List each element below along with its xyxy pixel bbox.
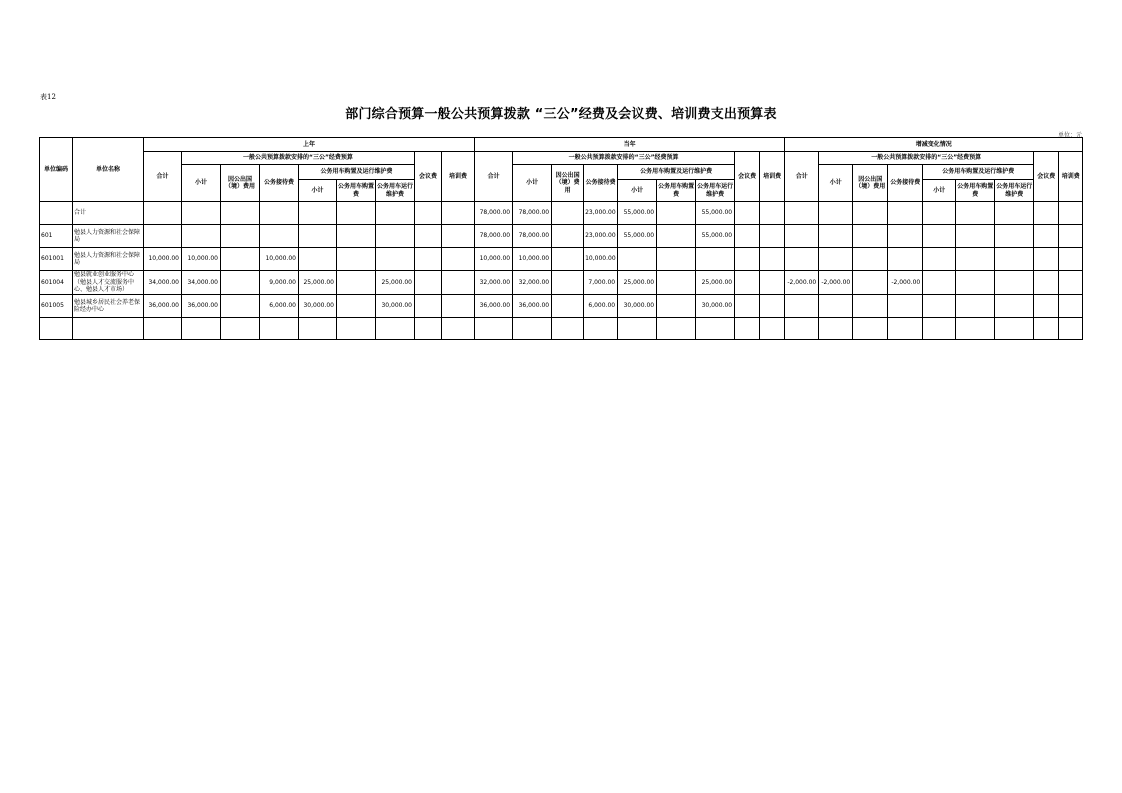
cell-unit-code: 601001 [40,248,73,271]
header-veh-purchase: 公务用车购置费 [657,180,696,202]
cell-amount [819,225,853,248]
header-abroad: 因公出国（境）费用 [221,165,260,202]
table-body [40,202,1083,340]
cell-amount [785,248,819,271]
cell-amount [415,225,442,248]
cell-amount: 55,000.00 [618,225,657,248]
cell-amount [584,318,618,340]
cell-amount: 78,000.00 [513,202,552,225]
cell-amount [995,202,1034,225]
cell-amount [819,318,853,340]
cell-amount [956,271,995,295]
cell-unit-name: 勉县人力资源和社会保障局 [73,225,144,248]
cell-amount [182,225,221,248]
cell-amount [337,318,376,340]
cell-amount [923,248,956,271]
cell-amount [1059,318,1083,340]
header-reception: 公务接待费 [888,165,923,202]
cell-amount [552,248,584,271]
cell-amount: 10,000.00 [260,248,299,271]
cell-amount: 78,000.00 [513,225,552,248]
cell-amount: 23,000.00 [584,225,618,248]
cell-unit-name: 勉县城乡居民社会养老保险经办中心 [73,295,144,318]
cell-amount [696,318,735,340]
header-subtotal: 小计 [513,165,552,202]
cell-amount: -2,000.00 [888,271,923,295]
cell-amount [1059,295,1083,318]
cell-amount [415,248,442,271]
table-row [40,202,1083,225]
table-row [40,295,1083,318]
page-title: 部门综合预算一般公共预算拨款 “三公”经费及会议费、培训费支出预算表 [345,107,777,122]
cell-amount [735,318,760,340]
header-reception: 公务接待费 [260,165,299,202]
cell-amount: 78,000.00 [475,225,513,248]
cell-amount: 32,000.00 [475,271,513,295]
cell-amount: 25,000.00 [376,271,415,295]
cell-amount [735,248,760,271]
cell-amount [995,225,1034,248]
cell-amount [785,318,819,340]
cell-amount [923,318,956,340]
cell-amount: 10,000.00 [584,248,618,271]
cell-amount [221,271,260,295]
cell-amount [221,295,260,318]
cell-amount [182,202,221,225]
cell-amount [853,318,888,340]
cell-unit-code: 601004 [40,271,73,295]
cell-amount [819,295,853,318]
cell-amount [1034,248,1059,271]
cell-amount: -2,000.00 [819,271,853,295]
cell-amount [144,225,182,248]
cell-amount [442,248,475,271]
cell-amount [995,318,1034,340]
cell-amount [299,202,337,225]
header-group-this-year: 当年 [475,138,785,152]
cell-amount [785,225,819,248]
cell-amount [995,248,1034,271]
cell-amount [442,271,475,295]
header-total: 合计 [475,152,513,202]
cell-amount: 30,000.00 [696,295,735,318]
cell-amount: 78,000.00 [475,202,513,225]
header-training: 培训费 [442,152,475,202]
cell-amount: 30,000.00 [618,295,657,318]
cell-amount [415,295,442,318]
header-training: 培训费 [1059,152,1083,202]
cell-amount [415,271,442,295]
cell-amount [923,225,956,248]
cell-amount: 23,000.00 [584,202,618,225]
cell-amount [442,295,475,318]
header-vehicle: 公务用车购置及运行维护费 [923,165,1034,180]
cell-amount: 34,000.00 [182,271,221,295]
cell-unit-code [40,202,73,225]
unit-label: 单位：元 [1057,132,1082,139]
cell-amount [923,295,956,318]
cell-amount [923,202,956,225]
cell-amount [299,248,337,271]
cell-amount [1034,295,1059,318]
cell-amount [956,295,995,318]
cell-amount [956,202,995,225]
cell-amount [337,202,376,225]
cell-amount: 6,000.00 [260,295,299,318]
cell-amount [552,202,584,225]
cell-amount: 25,000.00 [696,271,735,295]
cell-amount [221,248,260,271]
cell-amount [785,295,819,318]
cell-amount [888,248,923,271]
cell-amount [760,248,785,271]
cell-amount [144,318,182,340]
cell-amount [819,248,853,271]
cell-amount [956,248,995,271]
cell-amount [1034,225,1059,248]
cell-amount [337,225,376,248]
cell-amount [956,225,995,248]
cell-amount: 36,000.00 [513,295,552,318]
table-row [40,225,1083,248]
cell-amount: 55,000.00 [696,202,735,225]
cell-amount [376,248,415,271]
table-tag: 表12 [40,93,56,101]
table-row [40,271,1083,295]
cell-unit-name: 勉县就业创业服务中心（勉县人才交流服务中心、勉县人才市场） [73,271,144,295]
cell-amount [376,318,415,340]
cell-amount [956,318,995,340]
cell-amount [760,202,785,225]
cell-amount [1059,271,1083,295]
table-header [40,138,1083,202]
cell-amount [657,248,696,271]
cell-amount: 6,000.00 [584,295,618,318]
cell-amount [1059,202,1083,225]
cell-amount [760,225,785,248]
cell-amount [657,225,696,248]
header-veh-purchase: 公务用车购置费 [956,180,995,202]
cell-amount [923,271,956,295]
cell-amount [221,225,260,248]
cell-amount: 30,000.00 [299,295,337,318]
header-abroad: 因公出国（境）费用 [552,165,584,202]
header-veh-subtotal: 小计 [618,180,657,202]
cell-amount: 10,000.00 [513,248,552,271]
cell-amount [552,318,584,340]
header-meeting: 会议费 [735,152,760,202]
cell-amount [735,225,760,248]
header-sangong: 一般公共预算拨款安排的“三公”经费预算 [182,152,415,165]
cell-amount: 36,000.00 [144,295,182,318]
cell-amount [995,271,1034,295]
header-veh-subtotal: 小计 [299,180,337,202]
cell-amount [853,202,888,225]
cell-amount [888,202,923,225]
cell-amount [337,271,376,295]
cell-amount [513,318,552,340]
cell-amount: 10,000.00 [475,248,513,271]
header-sangong: 一般公共预算拨款安排的“三公”经费预算 [819,152,1034,165]
header-total: 合计 [144,152,182,202]
header-training: 培训费 [760,152,785,202]
header-vehicle: 公务用车购置及运行维护费 [299,165,415,180]
cell-amount [618,248,657,271]
header-veh-subtotal: 小计 [923,180,956,202]
header-group-last-year: 上年 [144,138,475,152]
header-subtotal: 小计 [182,165,221,202]
cell-amount [1034,202,1059,225]
header-meeting: 会议费 [1034,152,1059,202]
cell-unit-name: 勉县人力资源和社会保障局 [73,248,144,271]
cell-amount [337,295,376,318]
header-veh-purchase: 公务用车购置费 [337,180,376,202]
cell-unit-name: 合计 [73,202,144,225]
budget-table [39,137,1083,340]
cell-amount: 32,000.00 [513,271,552,295]
cell-amount [299,318,337,340]
table-row [40,318,1083,340]
cell-amount: 34,000.00 [144,271,182,295]
cell-amount: 10,000.00 [144,248,182,271]
header-veh-operation: 公务用车运行维护费 [376,180,415,202]
cell-amount [299,225,337,248]
cell-amount [552,271,584,295]
header-veh-operation: 公务用车运行维护费 [995,180,1034,202]
header-veh-operation: 公务用车运行维护费 [696,180,735,202]
cell-amount: 25,000.00 [618,271,657,295]
cell-amount [376,225,415,248]
cell-amount [995,295,1034,318]
cell-amount [853,295,888,318]
cell-amount [1034,318,1059,340]
cell-amount [888,225,923,248]
cell-amount [760,318,785,340]
cell-amount [785,202,819,225]
cell-amount [853,248,888,271]
header-unit-code: 单位编码 [40,138,73,202]
cell-amount: 55,000.00 [696,225,735,248]
header-meeting: 会议费 [415,152,442,202]
cell-amount [144,202,182,225]
cell-unit-name [73,318,144,340]
header-unit-name: 单位名称 [73,138,144,202]
cell-amount [221,318,260,340]
cell-amount [735,271,760,295]
cell-amount [853,225,888,248]
header-vehicle: 公务用车购置及运行维护费 [618,165,735,180]
cell-amount [696,248,735,271]
cell-amount [1034,271,1059,295]
cell-amount: 30,000.00 [376,295,415,318]
cell-amount [552,225,584,248]
cell-amount [888,318,923,340]
cell-amount [618,318,657,340]
cell-amount [657,202,696,225]
cell-amount: 36,000.00 [182,295,221,318]
cell-amount [337,248,376,271]
cell-amount [415,202,442,225]
cell-amount [735,202,760,225]
cell-amount: 10,000.00 [182,248,221,271]
header-subtotal: 小计 [819,165,853,202]
cell-amount: 55,000.00 [618,202,657,225]
table-row [40,248,1083,271]
cell-amount [819,202,853,225]
cell-amount: 36,000.00 [475,295,513,318]
cell-amount: 7,000.00 [584,271,618,295]
cell-amount: 9,000.00 [260,271,299,295]
header-abroad: 因公出国（境）费用 [853,165,888,202]
cell-amount [853,271,888,295]
cell-unit-code: 601 [40,225,73,248]
cell-amount: -2,000.00 [785,271,819,295]
cell-amount [657,271,696,295]
cell-amount [760,271,785,295]
header-total: 合计 [785,152,819,202]
cell-amount [221,202,260,225]
cell-amount [1059,248,1083,271]
cell-amount [735,295,760,318]
cell-amount [182,318,221,340]
cell-amount [260,202,299,225]
cell-amount [442,225,475,248]
cell-amount [888,295,923,318]
cell-amount [442,318,475,340]
cell-amount [1059,225,1083,248]
header-reception: 公务接待费 [584,165,618,202]
cell-amount [657,318,696,340]
cell-amount: 25,000.00 [299,271,337,295]
cell-unit-code [40,318,73,340]
cell-unit-code: 601005 [40,295,73,318]
cell-amount [415,318,442,340]
cell-amount [260,225,299,248]
cell-amount [657,295,696,318]
cell-amount [260,318,299,340]
cell-amount [376,202,415,225]
header-group-change: 增减变化情况 [785,138,1083,152]
header-sangong: 一般公共预算拨款安排的“三公”经费预算 [513,152,735,165]
cell-amount [552,295,584,318]
cell-amount [760,295,785,318]
cell-amount [442,202,475,225]
cell-amount [475,318,513,340]
